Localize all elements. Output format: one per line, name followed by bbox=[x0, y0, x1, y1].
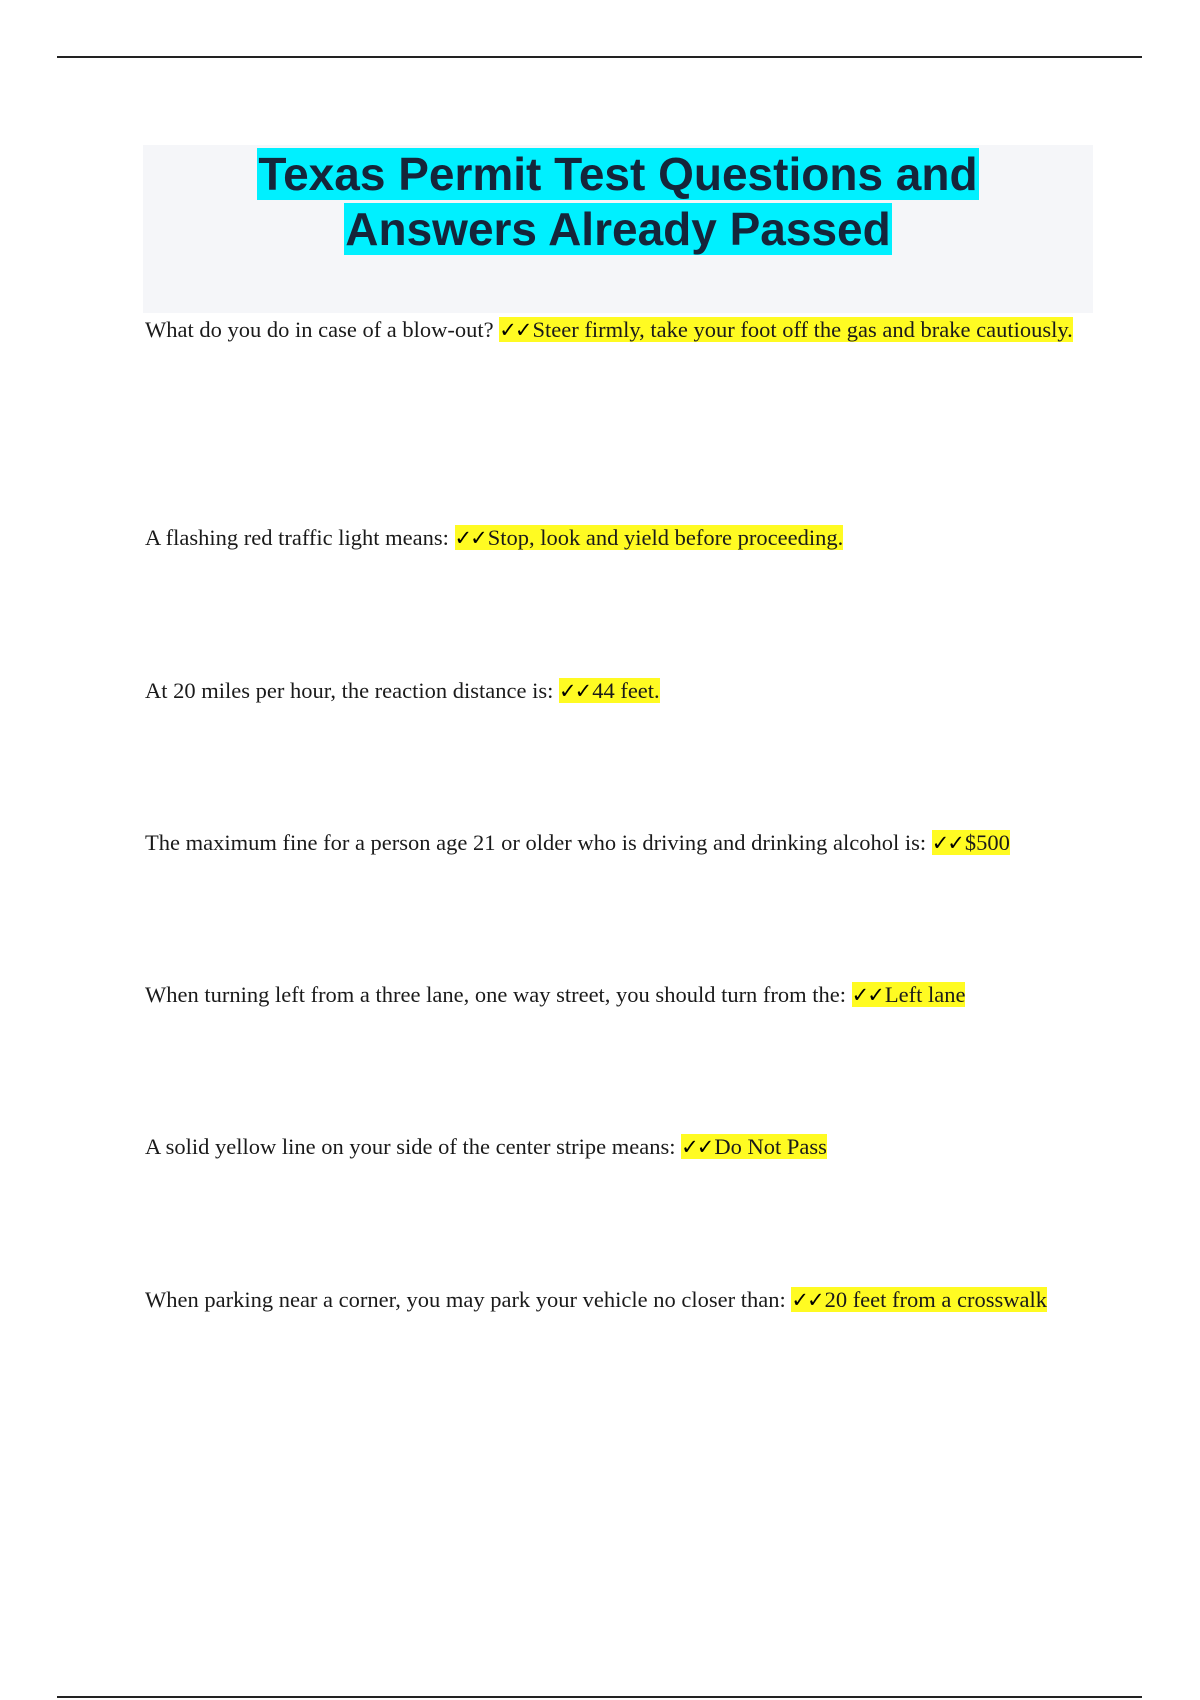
answer-text: Steer firmly, take your foot off the gas and brake cautiously. bbox=[532, 317, 1073, 342]
double-check-icon: ✓✓ bbox=[499, 318, 531, 342]
qa-item-4 bbox=[145, 813, 1075, 873]
answer-text: Left lane bbox=[884, 982, 966, 1007]
top-rule bbox=[57, 56, 1142, 58]
answer-text: 44 feet. bbox=[592, 678, 660, 703]
double-check-icon: ✓✓ bbox=[851, 983, 883, 1007]
question-text: At 20 miles per hour, the reaction distance is: bbox=[145, 678, 559, 703]
qa-item-1 bbox=[145, 300, 1075, 360]
question-text: A solid yellow line on your side of the center stripe means: bbox=[145, 1134, 682, 1159]
answer-highlight bbox=[791, 1287, 1047, 1312]
answer-highlight bbox=[932, 830, 1010, 855]
answer-highlight bbox=[455, 525, 844, 550]
answer-text: $500 bbox=[964, 830, 1010, 855]
double-check-icon: ✓✓ bbox=[681, 1135, 713, 1159]
qa-item-6 bbox=[145, 1117, 1075, 1177]
question-text: The maximum fine for a person age 21 or older who is driving and drinking alcohol is: bbox=[145, 830, 932, 855]
question-text: What do you do in case of a blow-out? bbox=[145, 317, 500, 342]
double-check-icon: ✓✓ bbox=[454, 526, 486, 550]
document-title: Texas Permit Test Questions and Answers Already Passed bbox=[258, 148, 978, 255]
double-check-icon: ✓✓ bbox=[931, 831, 963, 855]
answer-text: Stop, look and yield before proceeding. bbox=[487, 525, 844, 550]
title-banner bbox=[143, 145, 1093, 313]
answer-highlight bbox=[681, 1134, 827, 1159]
qa-item-7 bbox=[145, 1270, 1075, 1330]
double-check-icon: ✓✓ bbox=[559, 679, 591, 703]
answer-highlight bbox=[499, 317, 1072, 342]
question-text: A flashing red traffic light means: bbox=[145, 525, 455, 550]
question-text: When turning left from a three lane, one way street, you should turn from the: bbox=[145, 982, 852, 1007]
qa-item-5 bbox=[145, 965, 1075, 1025]
double-check-icon: ✓✓ bbox=[791, 1288, 823, 1312]
answer-text: 20 feet from a crosswalk bbox=[824, 1287, 1047, 1312]
bottom-rule bbox=[57, 1696, 1142, 1698]
qa-item-2 bbox=[145, 508, 1075, 568]
answer-highlight bbox=[559, 678, 660, 703]
answer-highlight bbox=[852, 982, 966, 1007]
answer-text: Do Not Pass bbox=[714, 1134, 827, 1159]
qa-item-3 bbox=[145, 661, 1075, 721]
question-text: When parking near a corner, you may park your vehicle no closer than: bbox=[145, 1287, 792, 1312]
